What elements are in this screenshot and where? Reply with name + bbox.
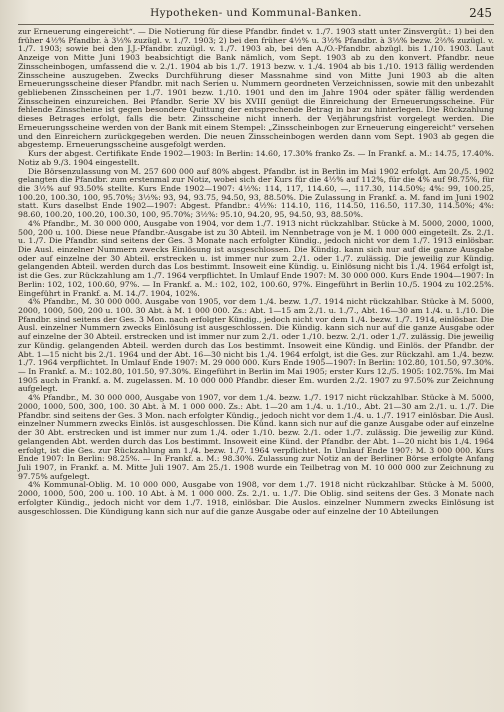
paragraph-issue-1904: 4% Pfandbr., M. 30 000 000, Ausgabe von 1904, vor dem 1./7. 1913 nicht rückzahlbar. Stücke à M. 5000, 2000, 1000, 500, 200 u. 100. Diese neue Pfandbr.-Ausgabe ist zu 30 Abteil. im Nennbetrage von je M. 1 000 000 eingeteilt. Zs. 2./1. u. 1./7. Die Pfandbr. sind seitens der Ges. 3 Monate nach erfolgter Kündig., jedoch nicht vor dem 1./7. 1913 einlösbar. Die Ausl. einzelner Nummern zwecks Einlösung ist ausgeschlossen. Die Kündig. kann sich nur auf die ganze Ausgabe oder auf einzelne der 30 Abteil. erstrecken u. ist immer nur zum 2./1. oder 1./7. zulässig. Die jeweilig zur Kündig. gelangenden Abteil. werden durch das Los bestimmt. Insoweit eine Kündig. u. Einlösung nicht bis 1./4. 1964 erfolgt ist, ist die Ges. zur Rückzahlung am 1./7. 1964 verpflichtet. In Umlauf Ende 1907: M. 30 000 000. Kurs Ende 1904—1907: In Berlin: 102, 102, 100.60, 97%. — In Frankf. a. M.: 102, 102, 100.60, 97%. Eingeführt in Berlin 10./5. 1904 zu 102.25%. Eingeführt in Frankf. a. M. 14./7. 1904, 102%. (18, 218, 494, 298)
paragraph-issue-1907: 4% Pfandbr., M. 30 000 000, Ausgabe von 1907, vor dem 1./4. bezw. 1./7. 1917 nicht rückzahlbar. Stücke à M. 5000, 2000, 1000, 500, 300, 100. 30 Abt. à M. 1 000 000. Zs.: Abt. 1—20 am 1./4. u. 1./10., Abt. 21—30 am 2./1. u. 1./7. Die Pfandbr. sind seitens der Ges. 3 Mon. nach erfolgter Kündig., jedoch nicht vor dem 1./4. u. 1./7. 1917 einlösbar. Die Ausl. einzelner Nummern zwecks Einlös. ist ausgeschlossen. Die Künd. kann sich nur auf die ganze Ausgabe oder auf einzelne der 30 Abt. erstrecken und ist immer nur zum 1./4. oder 1./10. bezw. 2./1. oder 1./7. zulässig. Die jeweilig zur Künd. gelangenden Abt. werden durch das Los bestimmt. Insoweit eine Künd. der Pfandbr. der Abt. 1—20 nicht bis 1./4. 1964 erfolgt, ist die Ges. zur Rückzahlung am 1./4. bezw. 1./7. 1964 verpflichtet. In Umlauf Ende 1907: M. 3 000 000. Kurs Ende 1907: In Berlin: 98.25%. — In Frankf. a. M.: 98.30%. Zulassung zur Notiz an der Berliner Börse erfolgte Anfang Juli 1907, in Frankf. a. M. Mitte Juli 1907. Am 25./1. 1908 wurde ein Teilbetrag von M. 10 000 000 zur Zeichnung zu 97.75% aufgelegt. (18, 393, 494, 481)
paragraph-certificate-quotes: Kurs der abgest. Certifikate Ende 1902—1903: In Berlin: 14.60, 17.30% franko Zs. — In Frankf. a. M.: 14.75, 17.40%. Notiz ab 9./3. 1904 eingestellt. (18, 149, 494, 167)
paragraph-kommunal-1908: 4% Kommunal-Oblig. M. 10 000 000, Ausgabe von 1908, vor dem 1./7. 1918 nicht rückzahlbar. Stücke à M. 5000, 2000, 1000, 500, 200 u. 100. 10 Abt. à M. 1 000 000. Zs. 2./1. u. 1./7. Die Oblig. sind seitens der Ges. 3 Monate nach erfolgter Kündig., jedoch nicht vor dem 1./7. 1918, einlösbar. Die Auslos. einzelner Nummern zwecks Einlösung ist ausgeschlossen. Die Kündigung kann sich nur auf die ganze Ausgabe oder auf einzelne der 10 Abteilungen (18, 480, 494, 516)
page-number: 245 (469, 6, 492, 20)
paragraph-listing-1902: Die Börsenzulassung von M. 257 600 000 auf 80% abgest. Pfandbr. ist in Berlin im Mai 1902 erfolgt. Am 20./5. 1902 gelangten die Pfandbr. zum erstenmal zur Notiz, wobei sich der Kurs für die 4½% auf 112%, für die 4% auf 98.75%, für die 3½% auf 93.50% stellte. Kurs Ende 1902—1907: 4½%: 114, 117, 114.60, —, 117.30, 114.50%; 4%: 99, 100.25, 100.20, 100.30, 100, 95.70%; 3½%: 93, 94, 93.75, 94.50, 93, 88.50%. Die Zulassung in Frankf. a. M. fand im Juni 1902 statt. Kurs daselbst Ende 1902—1907: Abgest. Pfandbr.: 4½%: 114.10, 116, 114.50, 116.50, 117.30, 114.50%; 4%: 98.60, 100.20, 100.20, 100.30, 100, 95.70%; 3½%: 95.10, 94.20, 95, 94.50, 93, 88.50%. (18, 166, 494, 220)
running-title: Hypotheken- und Kommunal-Banken. (150, 7, 362, 19)
paragraph-renewal-notice: zur Erneuerung eingereicht“. — Die Notierung für diese Pfandbr. findet v. 1./7. 1903 statt unter Zinsvergüt.: 1) bei den früher 4½% Pfandbr. à 3⅓% zuzügl. v. 1./7. 1903; 2) bei den früher 4½% u. 3½% Pfandbr. à 3⅓% bezw. 2⅔% zuzügl. v. 1./7. 1903; sowie bei den J.J.-Pfandbr. zuzügl. v. 1./7. 1903 ab, bei den A./O.-Pfandbr. abzügl. bis 1./10. 1903. Laut Anzeige von Mitte Juni 1903 beabsichtigt die Bank nämlich, vom Sept. 1903 ab zu den konvert. Pfandbr. neue Zinsscheinbogen, umfassend die v. 2./1. 1904 ab bis 1./7. 1913 bezw. v. 1./4. 1904 ab bis 1./10. 1913 fällig werdenden Zinsscheine auszugeben. Zwecks Durchführung dieser Massnahme sind von Mitte Juni 1903 ab die alten Erneuerungsscheine dieser Pfandbr. mit nach Serien u. Nummern geordneten Verzeichnissen, sowie mit den unbezahlt gebliebenen Zinsscheinen per 1./7. 1901 bezw. 1./10. 1901 und den im Jahre 1904 oder später fällig werdenden Zinsscheinen einzureichen. Bei Pfandbr. Serie XV bis XVIII genügt die Einreichung der Erneuerungsscheine. Für fehlende Zinsscheine ist gegen besondere Quittung der entsprechende Betrag in bar zu hinterlegen. Die Rückzahlung dieses Betrages erfolgt, falls die betr. Zinsscheine nicht innerh. der Verjährungsfrist vorgelegt werden. Die Erneuerungsscheine werden von der Bank mit einem Stempel: „Zinsscheinbogen zur Erneuerung eingereicht“ versehen und den Einreichern zurückgegeben werden. Die neuen Zinsscheinbogen werden dann vom Sept. 1903 ab gegen die abgestemp. Erneuerungsscheine ausgefolgt werden. (18, 27, 494, 150)
body-text (18, 28, 494, 516)
paragraph-issue-1905: 4% Pfandbr., M. 30 000 000. Ausgabe von 1905, vor dem 1./4. bezw. 1./7. 1914 nicht rückzahlbar. Stücke à M. 5000, 2000, 1000, 500, 200 u. 100. 30 Abt. à M. 1 000 000. Zs.: Abt. 1—15 am 2./1. u. 1./7., Abt. 16—30 am 1./4. u. 1./10. Die Pfandbr. sind seitens der Ges. 3 Mon. nach erfolgter Kündig., jedoch nicht vor dem 1./4. bezw. 1./7. 1914, einlösbar. Die Ausl. einzelner Nummern zwecks Einlösung ist ausgeschlossen. Die Kündig. kann sich nur auf die ganze Ausgabe oder auf einzelne der 30 Abteil. erstrecken und ist immer nur zum 2./1. oder 1./10. bezw. 2./1. oder 1./7. zulässig. Die jeweilig zur Kündig. gelangenden Abteil. werden durch das Los bestimmt. Insoweit eine Kündig. und Einlös. der Pfandbr. der Abt. 1—15 nicht bis 2./1. 1964 und der Abt. 16—30 nicht bis 1./4. 1964 erfolgt, ist die Ges. zur Rückzahl. am 1./4. bezw. 1./7. 1964 verpflichtet. In Umlauf Ende 1907: M. 29 000 000. Kurs Ende 1905—1907: In Berlin: 102.80, 101.50, 97.30%. — In Frankf. a. M.: 102.80, 101.50, 97.30%. Eingeführt in Berlin im Mai 1905; erster Kurs 12./5. 1905: 102.75%. Im Mai 1905 auch in Frankf. a. M. zugelassen. M. 10 000 000 Pfandbr. dieser Em. wurden 2./2. 1907 zu 97.50% zur Zeichnung aufgelegt. (18, 297, 494, 394)
page-header (18, 6, 494, 25)
